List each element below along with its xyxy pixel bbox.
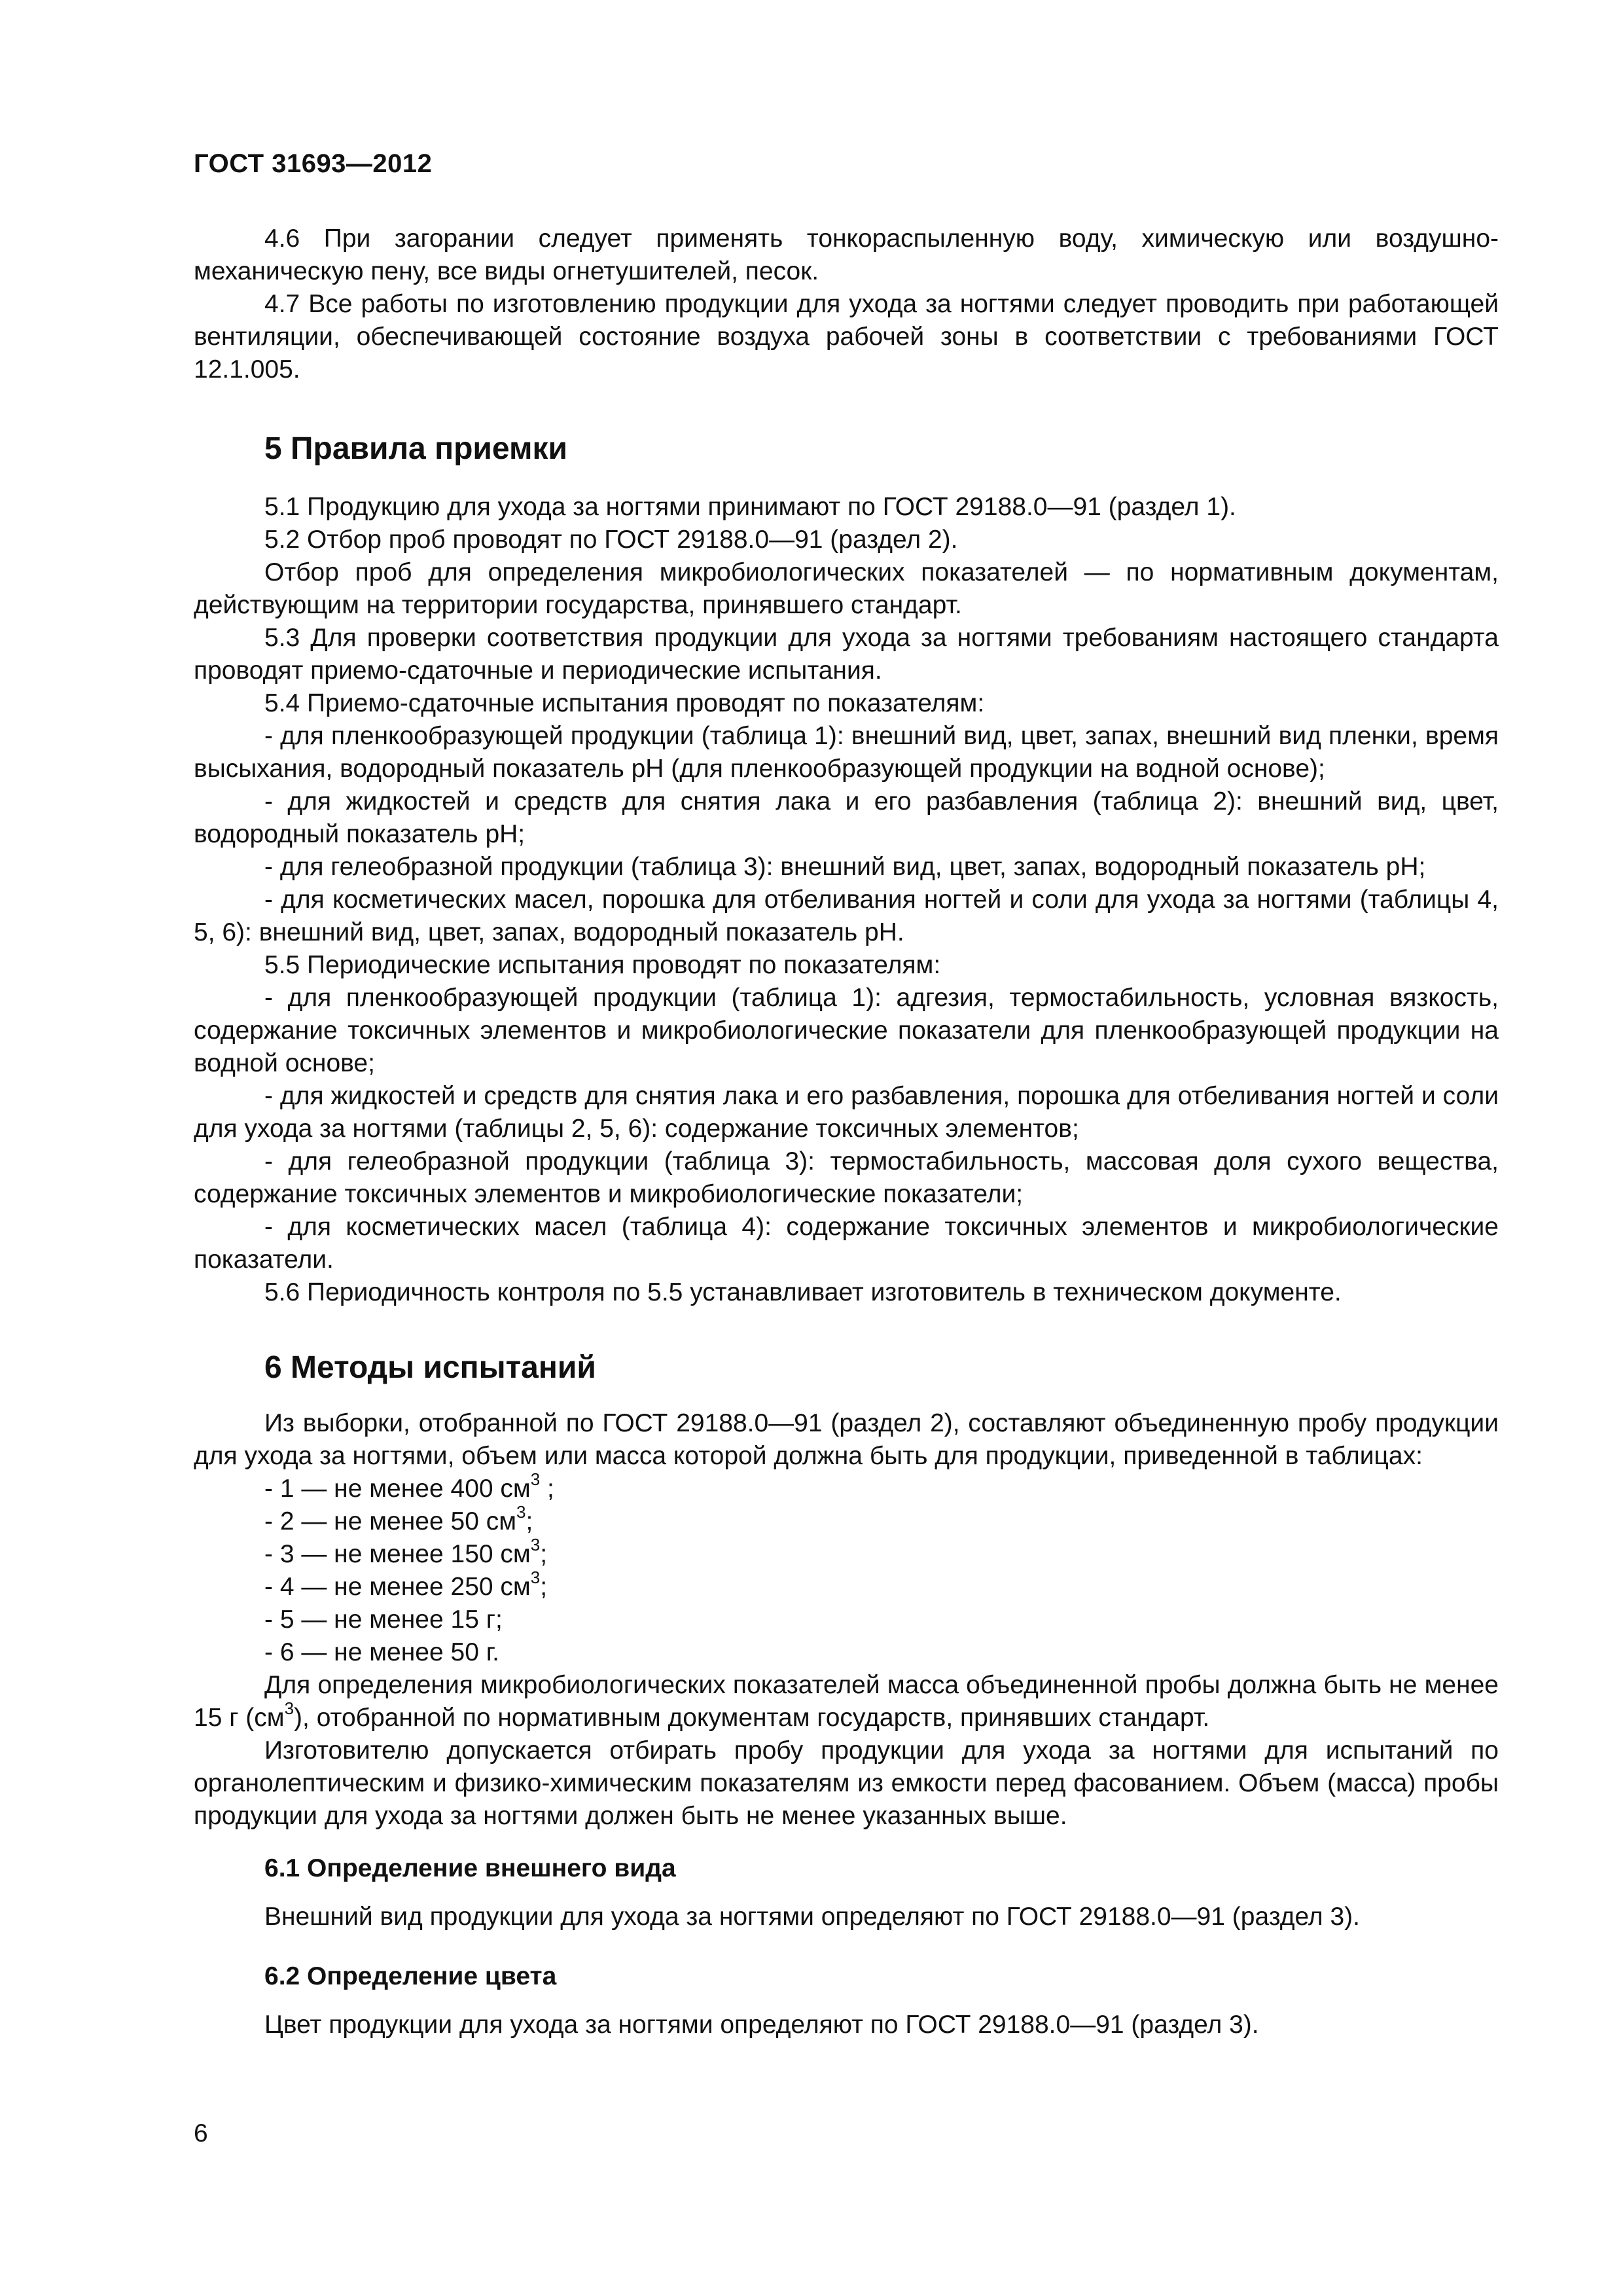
list-item: - для косметических масел (таблица 4): содержание токсичных элементов и микробиологические показатели. bbox=[194, 1213, 1499, 1274]
section-4-tail bbox=[194, 223, 1499, 386]
paragraph-6-manufacturer: Изготовителю допускается отбирать пробу продукции для ухода за ногтями для испытаний по органолептическим и физико-химическим показателям из емкости перед фасованием. Объем (масса) пробы продукции для ухода за ногтями должен быть не менее указанных выше. bbox=[194, 1736, 1499, 1830]
list-item: - 2 — не менее 50 $см^3$; bbox=[264, 1502, 533, 1535]
list-item: - для жидкостей и средств для снятия лака и его разбавления (таблица 2): внешний вид, цвет, водородный показатель pH; bbox=[194, 787, 1499, 848]
list-item: - для пленкообразующей продукции (таблица 1): внешний вид, цвет, запах, внешний вид пленки, время высыхания, водородный показатель pH (для пленкообразующей продукции на водной основе); bbox=[194, 722, 1499, 783]
list-item: - для жидкостей и средств для снятия лака и его разбавления, порошка для отбеливания ногтей и соли для ухода за ногтями (таблицы 2, 5, 6): содержание токсичных элементов; bbox=[194, 1082, 1499, 1143]
list-item: - 6 — не менее 50 г. bbox=[264, 1638, 500, 1666]
list-item: - 1 — не менее 400 $см^3$ ; bbox=[264, 1469, 554, 1503]
list-item: - 4 — не менее 250 $см^3$; bbox=[264, 1568, 548, 1601]
paragraph-5-3: 5.3 Для проверки соответствия продукции для ухода за ногтями требованиям настоящего стандарта проводят приемо-сдаточные и периодические испытания. bbox=[194, 624, 1499, 685]
paragraph-5-1: 5.1 Продукцию для ухода за ногтями принимают по ГОСТ 29188.0—91 (раздел 1). bbox=[264, 493, 1236, 521]
subsection-6-1-text: Внешний вид продукции для ухода за ногтями определяют по ГОСТ 29188.0—91 (раздел 3). bbox=[264, 1903, 1360, 1931]
paragraph-5-2-sampling: Отбор проб для определения микробиологических показателей — по нормативным документам, действующим на территории государства, принявшего стандарт. bbox=[194, 558, 1499, 619]
paragraph-6-micro: Для определения микробиологических показателей масса объединенной пробы должна быть не менее 15 г $(см^3)$, отобранной по нормативным документам государств, принявших стандарт. bbox=[194, 1671, 1499, 1732]
page-number: 6 bbox=[194, 2119, 208, 2147]
paragraph-5-5: 5.5 Периодические испытания проводят по показателям: bbox=[264, 951, 941, 979]
paragraph-6-intro: Из выборки, отобранной по ГОСТ 29188.0—91 (раздел 2), составляют объединенную пробу продукции для ухода за ногтями, объем или масса которой должна быть для продукции, приведенной в таблицах: bbox=[194, 1409, 1499, 1470]
list-item: - 5 — не менее 15 г; bbox=[264, 1605, 503, 1634]
list-item: - для пленкообразующей продукции (таблица 1): адгезия, термостабильность, условная вязкость, содержание токсичных элементов и микробиологические показатели для пленкообразующей продукции на водной основе; bbox=[194, 984, 1499, 1077]
paragraph-5-6: 5.6 Периодичность контроля по 5.5 устанавливает изготовитель в техническом документе. bbox=[264, 1278, 1342, 1306]
paragraph-5-2: 5.2 Отбор проб проводят по ГОСТ 29188.0—91 (раздел 2). bbox=[264, 526, 958, 554]
list-item: - для косметических масел, порошка для отбеливания ногтей и соли для ухода за ногтями (таблицы 4, 5, 6): внешний вид, цвет, запах, водородный показатель pH. bbox=[194, 886, 1499, 946]
list-item: - для гелеобразной продукции (таблица 3): внешний вид, цвет, запах, водородный показатель pH; bbox=[264, 853, 1426, 881]
section-5-body bbox=[194, 491, 1499, 1309]
subsection-6-2-title: 6.2 Определение цвета bbox=[264, 1962, 557, 1990]
paragraph-4-7: 4.7 Все работы по изготовлению продукции для ухода за ногтями следует проводить при работающей вентиляции, обеспечивающей состояние воздуха рабочей зоны в соответствии с требованиями ГОСТ 12.1.005. bbox=[194, 290, 1499, 384]
list-item: - для гелеобразной продукции (таблица 3): термостабильность, массовая доля сухого вещества, содержание токсичных элементов и микробиологические показатели; bbox=[194, 1147, 1499, 1208]
list-item: - 3 — не менее 150 $см^3$; bbox=[264, 1535, 548, 1568]
section-5-title: 5 Правила приемки bbox=[264, 431, 568, 466]
document-header: ГОСТ 31693—2012 bbox=[194, 149, 433, 178]
subsection-6-1 bbox=[194, 1852, 1499, 1933]
paragraph-5-4: 5.4 Приемо-сдаточные испытания проводят по показателям: bbox=[264, 689, 985, 717]
section-6-body bbox=[194, 1407, 1499, 1833]
subsection-6-1-title: 6.1 Определение внешнего вида bbox=[264, 1854, 676, 1882]
section-6 bbox=[194, 1348, 1499, 1388]
section-6-title: 6 Методы испытаний bbox=[264, 1350, 596, 1385]
paragraph-4-6: 4.6 При загорании следует применять тонкораспыленную воду, химическую или воздушно-механическую пену, все виды огнетушителей, песок. bbox=[194, 224, 1499, 285]
section-5 bbox=[194, 429, 1499, 469]
subsection-6-2-text: Цвет продукции для ухода за ногтями определяют по ГОСТ 29188.0—91 (раздел 3). bbox=[264, 2011, 1259, 2039]
subsection-6-2 bbox=[194, 1960, 1499, 2041]
